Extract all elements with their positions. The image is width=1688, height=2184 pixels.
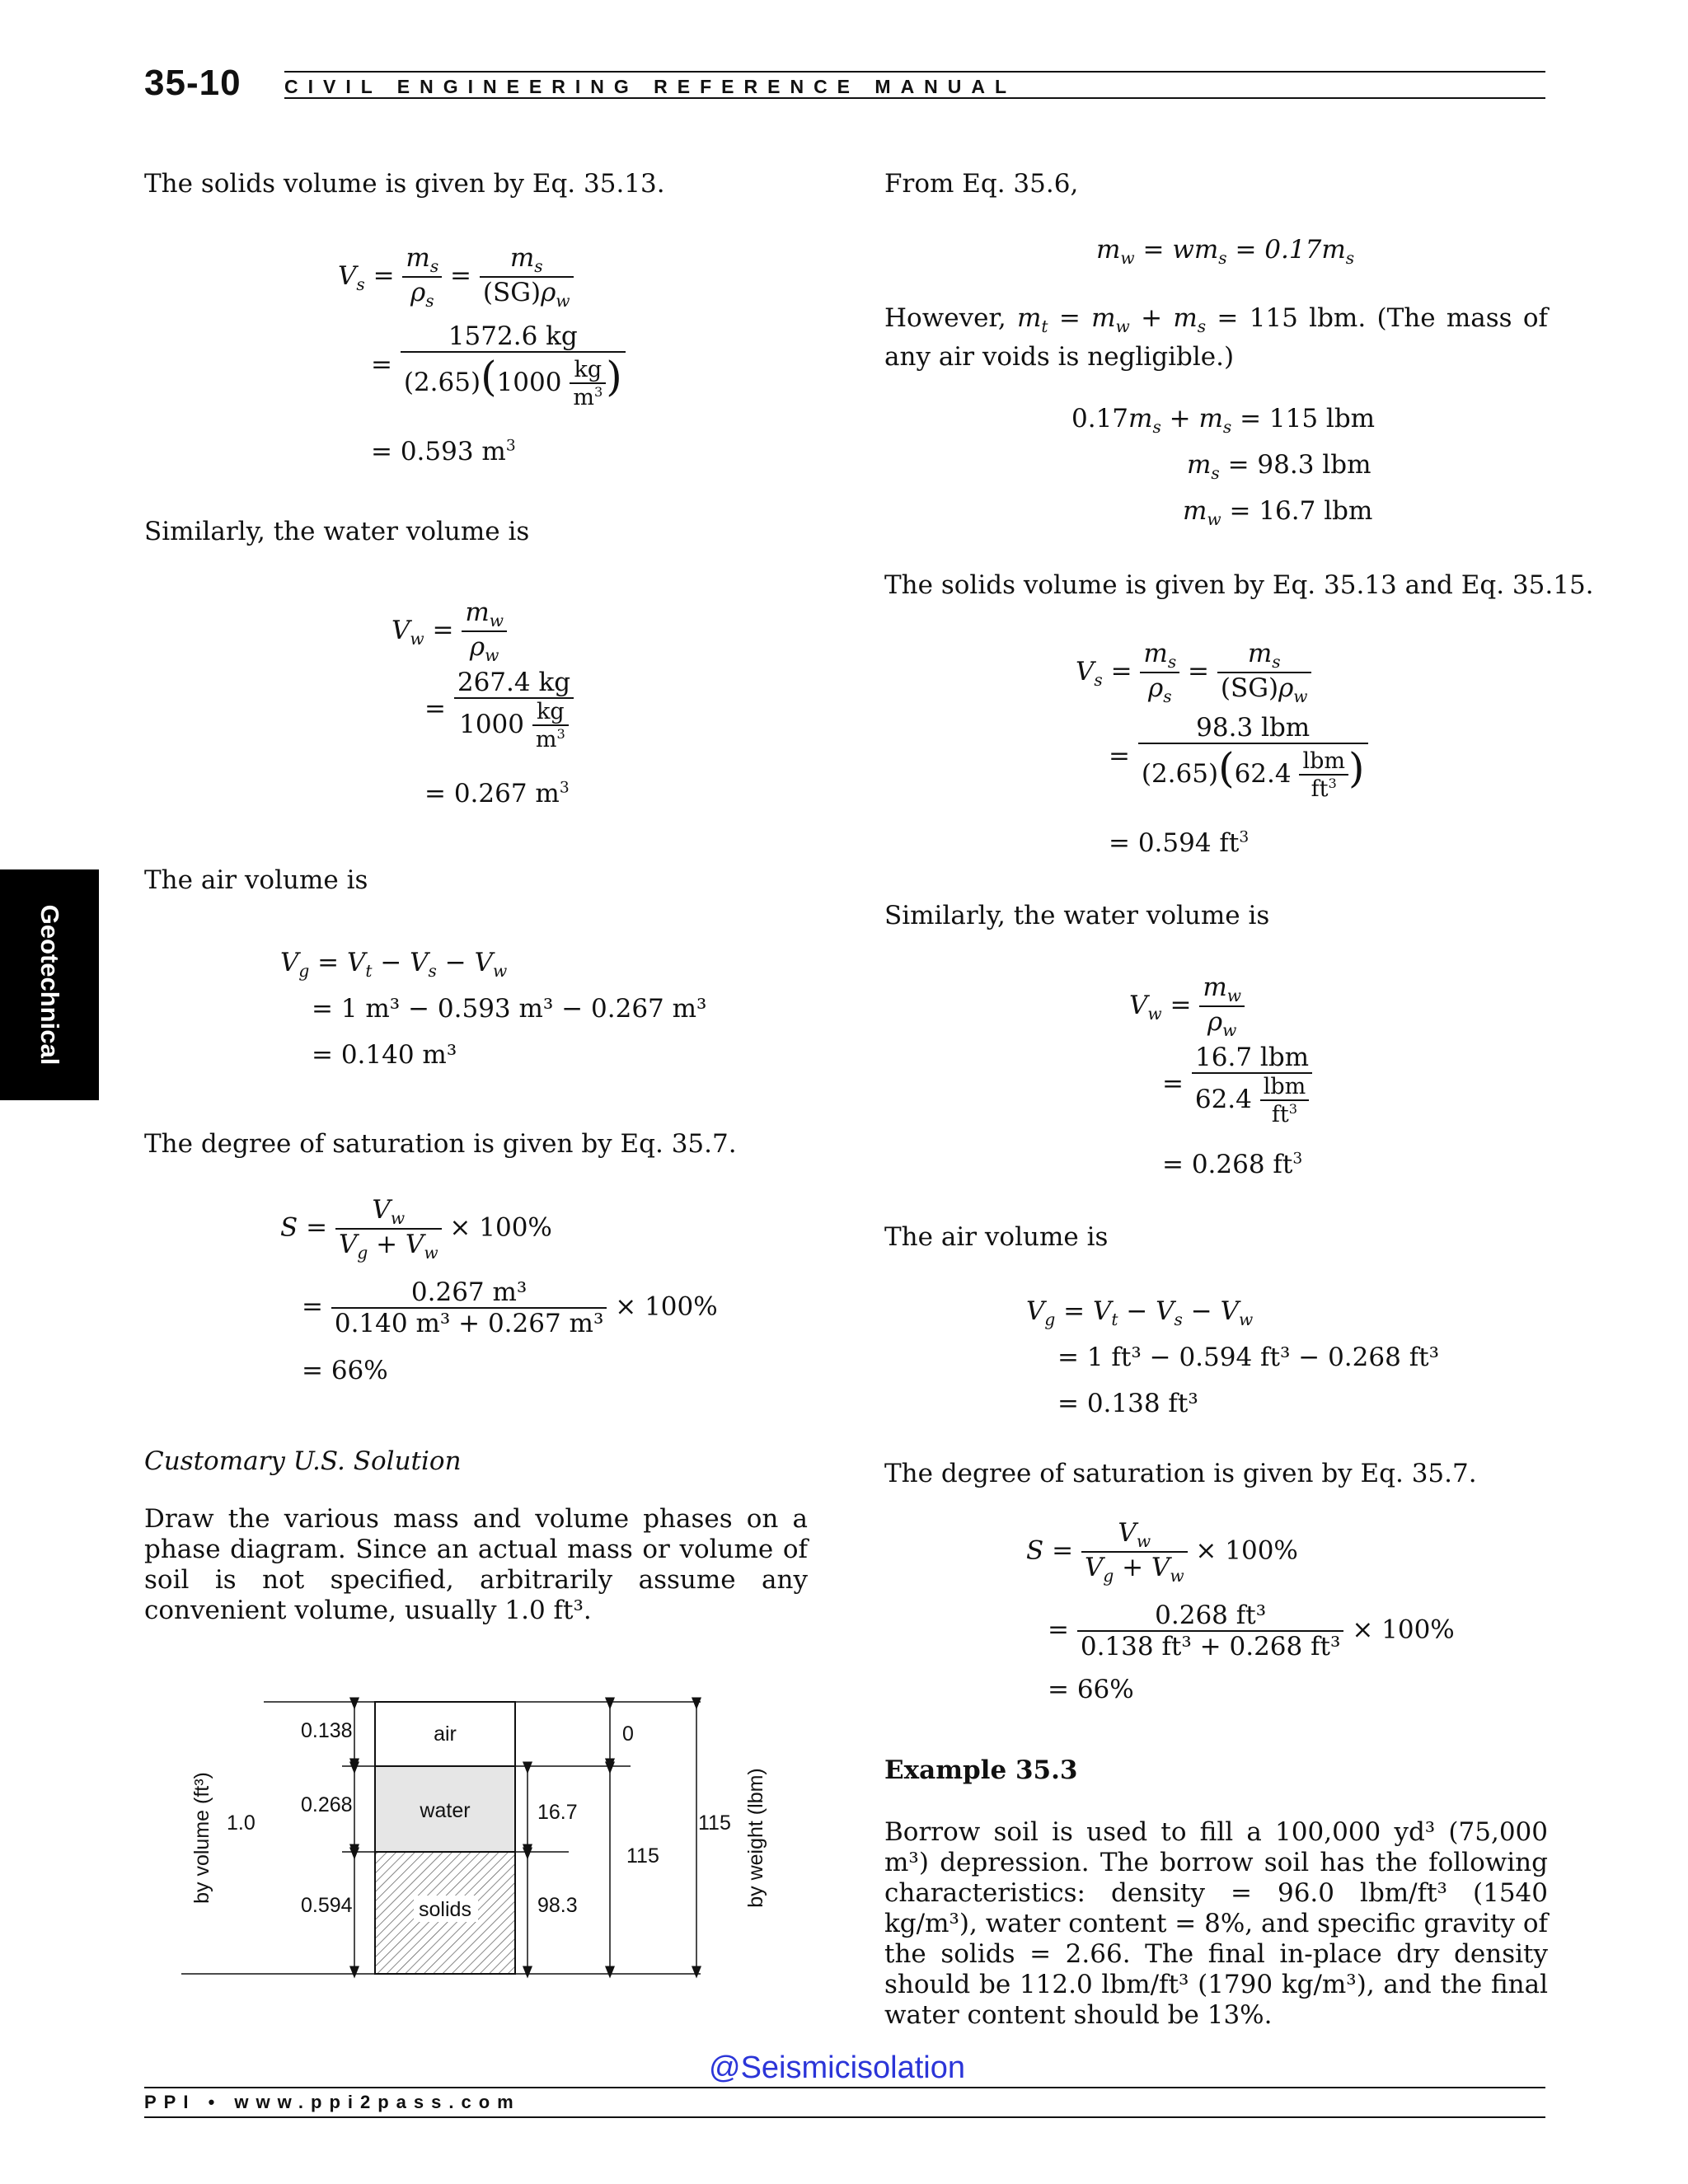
volume-axis-label: by volume (ft³) [190,1772,213,1904]
solids-label: solids [419,1898,471,1921]
left-para-3: The air volume is [144,865,368,895]
header-rule-top [284,71,1545,73]
weight-axis-label: by weight (lbm) [744,1768,767,1908]
footer-rule-bottom [144,2116,1545,2118]
header-rule-bottom [284,97,1545,99]
watermark: @Seismicisolation [709,2050,966,2085]
left-para-2: Similarly, the water volume is [144,517,530,546]
page-number: 35-10 [144,63,241,103]
footer-text: PPI • www.ppi2pass.com [144,2092,521,2112]
example-text: Borrow soil is used to fill a 100,000 yd³ (75,000 m³) depression. The borrow soil has the following characteristics: density = 96.0 lbm/ft³ (1540 kg/m³), water content = 8%, and specific gravity of the solids = 2.66. The final in-place dry density should be 112.0 lbm/ft³ (1790 kg/m³), and the final water content should be 13%. [884,1817,1548,2030]
right-para-6: The degree of saturation is given by Eq. 35.7. [884,1459,1477,1488]
right-para-4: Similarly, the water volume is [884,901,1270,930]
right-para-5: The air volume is [884,1222,1109,1252]
phase-diagram [181,1694,775,1982]
total-weight-value: 115 [698,1811,731,1835]
water-label: water [420,1799,471,1822]
solids-weight-value: 98.3 [537,1894,578,1917]
section-tab: Geotechnical [0,869,99,1100]
left-para-4: The degree of saturation is given by Eq. 35.7. [144,1129,737,1159]
solids-volume-value: 0.594 [301,1894,353,1917]
left-para-1: The solids volume is given by Eq. 35.13. [144,169,665,199]
right-para-2: However, $m_t = m_w + m_s = 115$ lbm. (The mass of any air voids is negligible.) [884,303,1549,373]
right-para-3: The solids volume is given by Eq. 35.13 and Eq. 35.15. [884,570,1594,600]
right-para-1: From Eq. 35.6, [884,169,1079,199]
customary-heading: Customary U.S. Solution [144,1446,462,1476]
water-weight-value: 16.7 [537,1801,578,1824]
subtotal-weight-value: 115 [626,1844,659,1868]
manual-title: CIVIL ENGINEERING REFERENCE MANUAL [284,76,1017,97]
water-volume-value: 0.268 [301,1793,353,1816]
example-title: Example 35.3 [884,1755,1078,1785]
air-label: air [434,1722,457,1746]
eq-mw: $m_w = wm_s = 0.17m_s$ [1096,235,1355,269]
air-weight-value: 0 [622,1722,634,1746]
footer-rule-top [144,2087,1545,2088]
total-volume-value: 1.0 [227,1811,256,1835]
air-volume-value: 0.138 [301,1719,353,1742]
left-para-5: Draw the various mass and volume phases on a phase diagram. Since an actual mass or volume of soil is not specified, arbitrarily assume any convenient volume, usually 1.0 ft³. [144,1504,808,1625]
